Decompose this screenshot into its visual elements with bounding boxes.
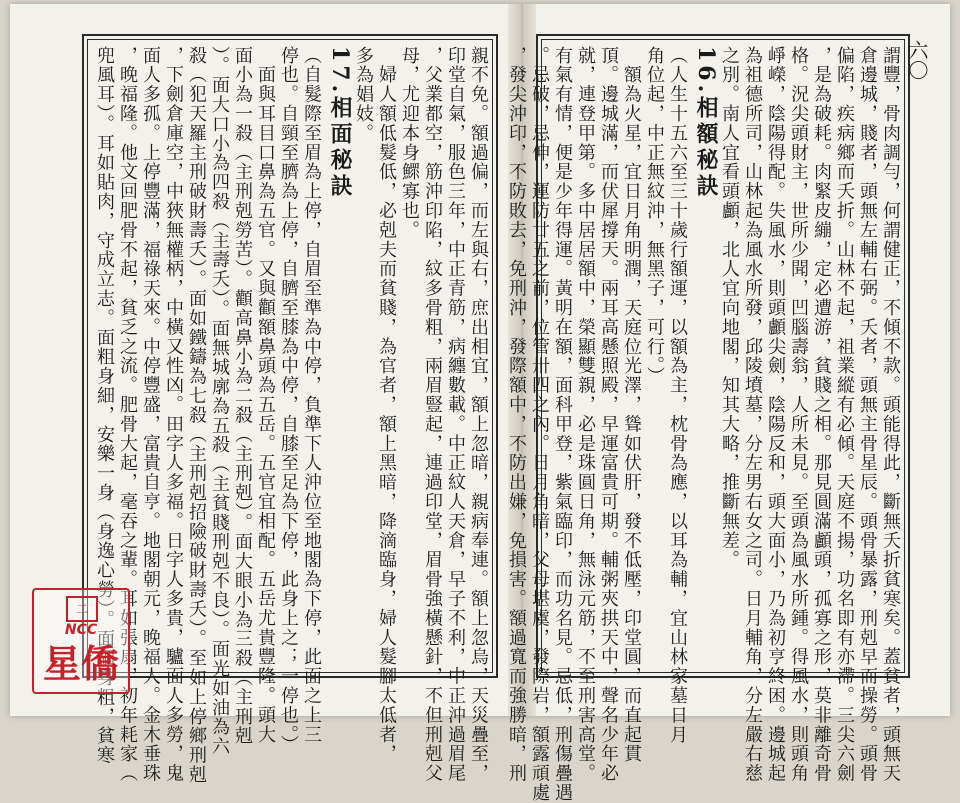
right-text-column: 倉邊城，賤者，頭無左輔右弼。夭者，頭無主骨星辰。頭骨暴露，刑剋早而操勞。頭骨	[857, 46, 878, 784]
right-text-column: 有氣有情，便是少年得運。黃明在額，面科甲登，紫氣臨印，而功名見。忌低，刑傷疊遇	[552, 46, 573, 803]
left-text-column: 印堂自氣，服色三年，中正青筋，病纏數載。中正紋人天倉，早子不利，中正沖過眉尾	[445, 46, 466, 784]
watermark-top-mark: 二	[66, 596, 98, 622]
page-number: 六〇	[905, 40, 929, 80]
left-text-column: 停也。自頸至臍為上停，自臍至膝為中停，自膝至足為下停，此身上之；一停也。）	[278, 46, 299, 755]
right-text-columns	[506, 46, 901, 803]
right-text-column: 角位起，中正無紋沖，無黑子，可行。）	[644, 46, 665, 387]
right-text-column: 崢嶸，陰陽得配。失風水，則頭顱尖劍，陰陽反和，頭大面小，乃為初亨終困。邊城起	[765, 46, 786, 784]
right-text-column: 額為火星，宜日月角明潤，天庭位光澤，聳如伏肝，發不低壓，印堂圓，而直起貫	[621, 46, 642, 764]
left-text-column: 面人多孤。上停豐滿，福祿天來。中停豐盛，富貴自亨。地閣朝元，晚福人。金木垂珠	[140, 46, 161, 784]
left-page	[10, 4, 508, 785]
left-text-column: 殺（犯天羅主刑破財壽夭）。面如鐵鑄為七殺（主刑剋招險破財壽夭）。至如上停鄉刑剋	[186, 46, 207, 785]
right-text-column: 16.相額秘訣	[693, 46, 719, 201]
left-text-column: ，父業都空，筋沖印陷，紋多骨粗，兩眉豎起，連過印堂，眉骨強橫懸針，不但刑剋父	[422, 46, 443, 784]
watermark-stamp	[32, 588, 130, 694]
left-text-column: ，晚福隆。他文回肥骨不起，貧乏之流。肥骨大起，毫吞之輩。耳如張扇，初年耗家（	[117, 46, 138, 784]
right-text-column: 為祖德所司，山林起為風水所發，邱陵墳墓，分左男右女之司。日月輔角，分左嚴右慈	[742, 46, 763, 784]
left-text-column: 婦人額低髮低，必剋夫而貧賤，為官者，額上黑暗，降滴臨身，婦人髮腳太低者，	[376, 46, 397, 764]
right-text-column: 格。況尖頭財主，世所少聞，凹腦壽翁，人所未見。至頭為風水所鍾。得風水，則頭角	[788, 46, 809, 784]
left-text-column: ）。面大口小為四殺（主壽夭）。面無城廓為五殺（主貧賤刑剋不良）。面光如油為六	[209, 46, 230, 757]
right-text-column: （人生十五六至三十歲行額運，以額為主，枕骨為應，以耳為輔，宜山林家墓日月	[667, 46, 688, 745]
left-text-column: 17.相面秘訣	[327, 46, 353, 201]
right-text-column: 謂豐，骨肉調勻，何謂健正，不傾不款。頭能得此，斷無夭折貧寒矣。蓋貧者，頭無天	[880, 46, 901, 784]
right-text-column: 偏陷，疾病鄉而夭折。山林不起，祖業縱有必傾。天庭不揚，功名即有亦滯。三尖六劍	[834, 46, 855, 784]
left-text-column: ，下劍倉庫空，中狹無權柄，中橫又性凶。田字人多福。日字人多貴，驢面人多勞，鬼	[163, 46, 184, 784]
left-text-column: 面與耳目口鼻為五官。又與顴額鼻頭為五岳。五官宜相配。五岳尤貴豐隆。頭大	[255, 46, 276, 745]
right-text-column: 之別。南人宜看頭顱，北人宜向地閣，知其大略，推斷無差。	[719, 46, 740, 570]
right-text-column: 。忌破，忌伸，運防廿五之前，位管卅四之內。日月角暗，父母堪虞，發際岩，額露頑處	[529, 46, 550, 803]
left-text-column: （自髮際至眉為上停，自眉至準為中停，負準下人沖位至地閣為下停，此面之上三	[301, 46, 322, 745]
left-text-column: 多為娼妓。	[353, 46, 374, 143]
open-book	[10, 4, 950, 803]
left-text-frame	[82, 34, 498, 785]
left-text-column: 親不免。額過偏，而左與右，庶出相宜，額上忽暗，親病奉連。額上忽烏，天災疊至，	[468, 46, 489, 784]
right-text-column: 頂。邊城滿，而伏犀撐天。兩耳高懸照殿，早運富貴可期。輔粥夾拱天中，聲名少年必	[598, 46, 619, 784]
left-text-column: 兜風耳）。耳如貼肉，守成立志。面粗身細，安樂一身（身逸心勞）。面細身粗，貧寒	[94, 46, 115, 766]
watermark-brand: NCC	[64, 622, 98, 638]
right-text-column: ，發尖沖印，不防敗去，免刑沖，發際額中，不防出嫌，免損害。額過寬而強勝暗，刑	[506, 46, 527, 784]
right-text-column: ，是為破耗。肉緊皮繃，定必遭游，貧賤之相。那見圓滿顱頭，孤寡之形，莫非離奇骨	[811, 46, 832, 784]
watermark-name: 星僑	[42, 641, 119, 686]
right-text-column: 就，連登甲第。多中居居額中，榮顯雙親，必是珠圓日角，無泳元筋，不至刑害高堂。	[575, 46, 596, 784]
left-text-columns	[92, 46, 489, 785]
left-text-column: 母，尤迎本身鰥寡也。	[399, 46, 420, 240]
right-text-frame	[506, 34, 910, 803]
right-page	[506, 4, 950, 803]
left-text-column: 面小為一殺（主刑剋勞苦）。顴高鼻小為二殺（主刑剋）。面大眼小為三殺（主刑剋	[232, 46, 253, 746]
